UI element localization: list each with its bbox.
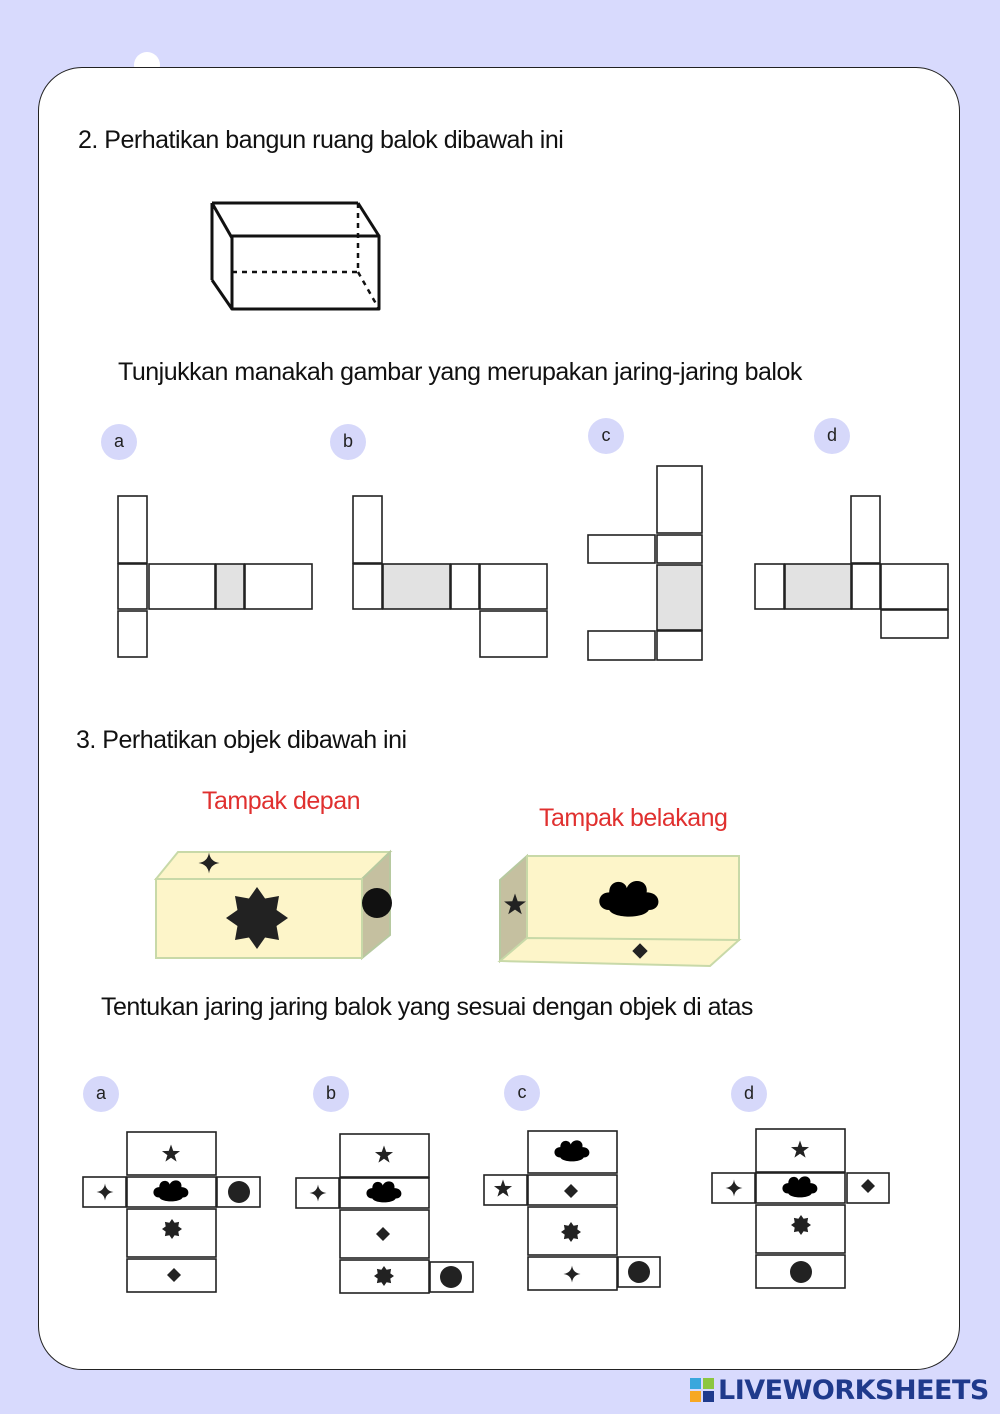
- q3-net-b: [296, 1134, 473, 1293]
- option-letter: d: [743, 1083, 754, 1103]
- question-3-instruction: Tentukan jaring jaring balok yang sesuai dengan objek di atas: [101, 993, 753, 1021]
- option-letter: a: [95, 1083, 106, 1103]
- question-2-instruction: Tunjukkan manakah gambar yang merupakan jaring-jaring balok: [118, 358, 802, 386]
- q3-net-d: [712, 1129, 889, 1288]
- q2-net-b: [353, 496, 547, 657]
- cuboid-drawing: [210, 203, 380, 309]
- question-3-title: 3. Perhatikan objek dibawah ini: [76, 726, 407, 754]
- q3-net-a: [83, 1132, 260, 1292]
- object-back-view: [500, 856, 739, 966]
- circle-icon: [790, 1261, 812, 1283]
- liveworksheets-logo-icon: [690, 1378, 714, 1402]
- burst-icon: [226, 887, 288, 949]
- question-2-title: 2. Perhatikan bangun ruang balok dibawah ini: [78, 126, 564, 154]
- option-letter: b: [325, 1083, 336, 1103]
- burst-icon: [791, 1215, 811, 1235]
- q2-net-a: [118, 496, 312, 657]
- burst-icon: [374, 1266, 394, 1286]
- option-letter: a: [113, 431, 124, 451]
- q2-net-d: [755, 496, 948, 638]
- q3-net-c: [484, 1131, 660, 1290]
- brand-name: LIVEWORKSHEETS: [718, 1374, 989, 1406]
- back-view-label: Tampak belakang: [539, 804, 728, 832]
- option-letter: b: [342, 431, 353, 451]
- circle-icon: [362, 888, 392, 918]
- front-view-label: Tampak depan: [202, 787, 361, 815]
- option-letter: c: [601, 425, 611, 445]
- circle-icon: [440, 1266, 462, 1288]
- burst-icon: [561, 1222, 581, 1242]
- burst-icon: [162, 1219, 182, 1239]
- circle-icon: [628, 1261, 650, 1283]
- option-letter: d: [826, 425, 837, 445]
- q2-net-c: [588, 466, 702, 660]
- liveworksheets-brand[interactable]: [690, 1374, 989, 1406]
- circle-icon: [228, 1181, 250, 1203]
- option-letter: c: [517, 1082, 527, 1102]
- object-front-view: [156, 852, 392, 958]
